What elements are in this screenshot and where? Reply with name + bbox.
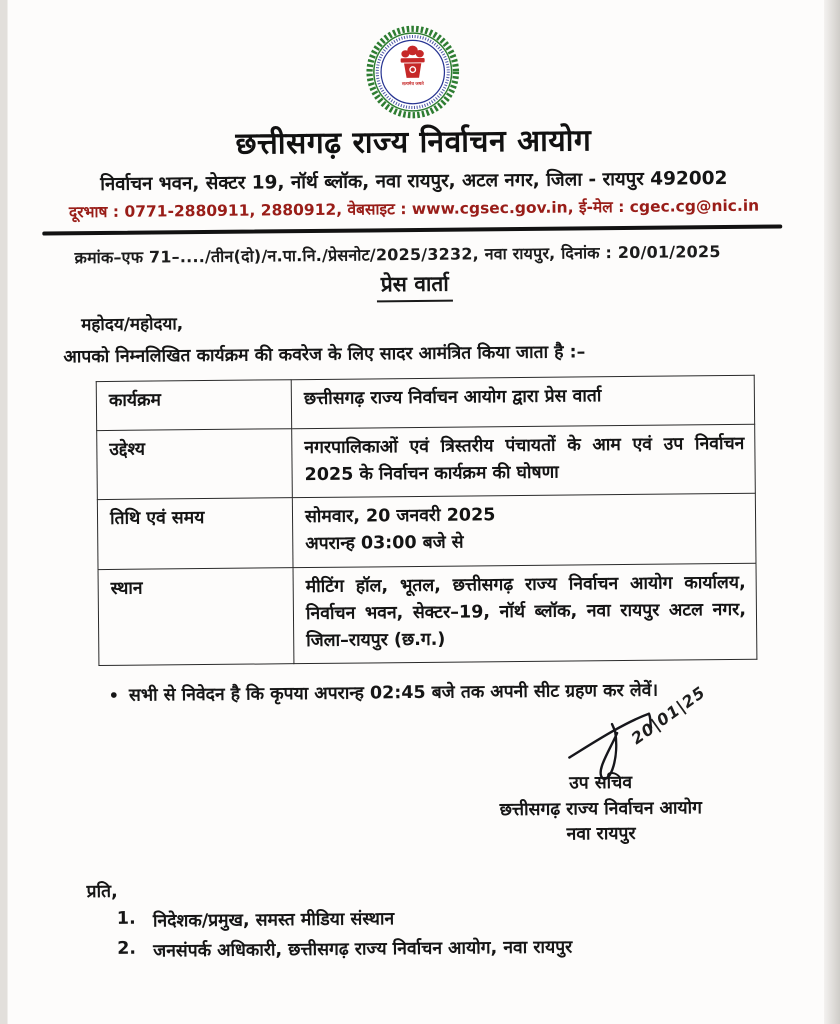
distribution-list (86, 872, 829, 963)
signatory-place: नवा रायपुर (566, 824, 636, 845)
handwritten-date: 20|01|25 (627, 682, 710, 749)
emblem-motto: सत्यमेव जयते (401, 81, 424, 88)
table-row (96, 375, 754, 430)
list-item-number: 1. (116, 908, 136, 929)
signature-block (435, 682, 766, 849)
list-item-text: निदेशक/प्रमुख, समस्त मीडिया संस्थान (152, 908, 395, 932)
invitation-line: आपको निम्नलिखित कार्यक्रम की कवरेज के लिए सादर आमंत्रित किया जाता है :– (63, 342, 586, 368)
address-line: निर्वाचन भवन, सेक्टर 19, नॉर्थ ब्लॉक, नवा रायपुर, अटल नगर, जिला - रायपुर 492002 (100, 168, 728, 196)
list-item-text: जनसंपर्क अधिकारी, छत्तीसगढ़ राज्य निर्वाचन आयोग, नवा रायपुर (153, 937, 573, 962)
table-row (97, 424, 756, 500)
contact-line: दूरभाष : 0771-2880911, 2880912, वेबसाइट : www.cgsec.gov.in, ई-मेल : cgec.cg@nic.in (68, 196, 760, 222)
signatory-designation: उप सचिव (569, 773, 633, 795)
header-divider (42, 224, 782, 235)
seating-note-text: सभी से निवेदन है कि कृपया अपरान्ह 02:45 बजे तक अपनी सीट ग्रहण कर लेवें। (128, 680, 659, 706)
distribution-heading: प्रति, (86, 881, 118, 902)
organization-name: छत्तीसगढ़ राज्य निर्वाचन आयोग (235, 123, 592, 162)
row-value-program: छत्तीसगढ़ राज्य निर्वाचन आयोग द्वारा प्रेस वार्ता (291, 375, 754, 428)
signatory-organization: छत्तीसगढ़ राज्य निर्वाचन आयोग (499, 798, 703, 821)
row-value-datetime: सोमवार, 20 जनवरी 2025 अपरान्ह 03:00 बजे से (292, 493, 756, 567)
reference-number-line: क्रमांक–एफ 71–..../तीन(दो)/न.पा.नि./प्रेसनोट/2025/3232, नवा रायपुर, दिनांक : 20/01/2025 (74, 242, 721, 268)
list-item-number: 2. (117, 938, 137, 959)
row-value-purpose: नगरपालिकाओं एवं त्रिस्तरीय पंचायतों के आम एवं उप निर्वाचन 2025 के निर्वाचन कार्यक्रम की घोषणा (292, 424, 756, 498)
state-election-commission-emblem-icon (364, 24, 461, 121)
document-title: प्रेस वार्ता (377, 270, 453, 303)
signature-area (495, 682, 766, 779)
row-label-datetime: तिथि एवं समय (97, 498, 293, 569)
table-row (97, 493, 756, 569)
emblem-container (4, 0, 821, 124)
table-row (98, 563, 757, 666)
row-label-program: कार्यक्रम (96, 380, 291, 431)
bullet-icon: • (108, 685, 120, 705)
row-label-venue: स्थान (98, 567, 294, 665)
document-title-row (7, 266, 823, 306)
row-value-venue: मीटिंग हॉल, भूतल, छत्तीसगढ़ राज्य निर्वाचन आयोग कार्यालय, निर्वाचन भवन, सेक्टर–19, नॉर्थ ब्लॉक, नवा रायपुर अटल नगर, जिला–रायपुर (छ.ग.) (293, 563, 757, 664)
event-details-table (96, 375, 758, 666)
document-body (4, 0, 830, 1024)
salutation: महोदय/महोदया, (81, 314, 184, 336)
row-label-purpose: उद्देश्य (97, 429, 293, 500)
list-item (117, 932, 829, 963)
list-item (117, 902, 829, 933)
